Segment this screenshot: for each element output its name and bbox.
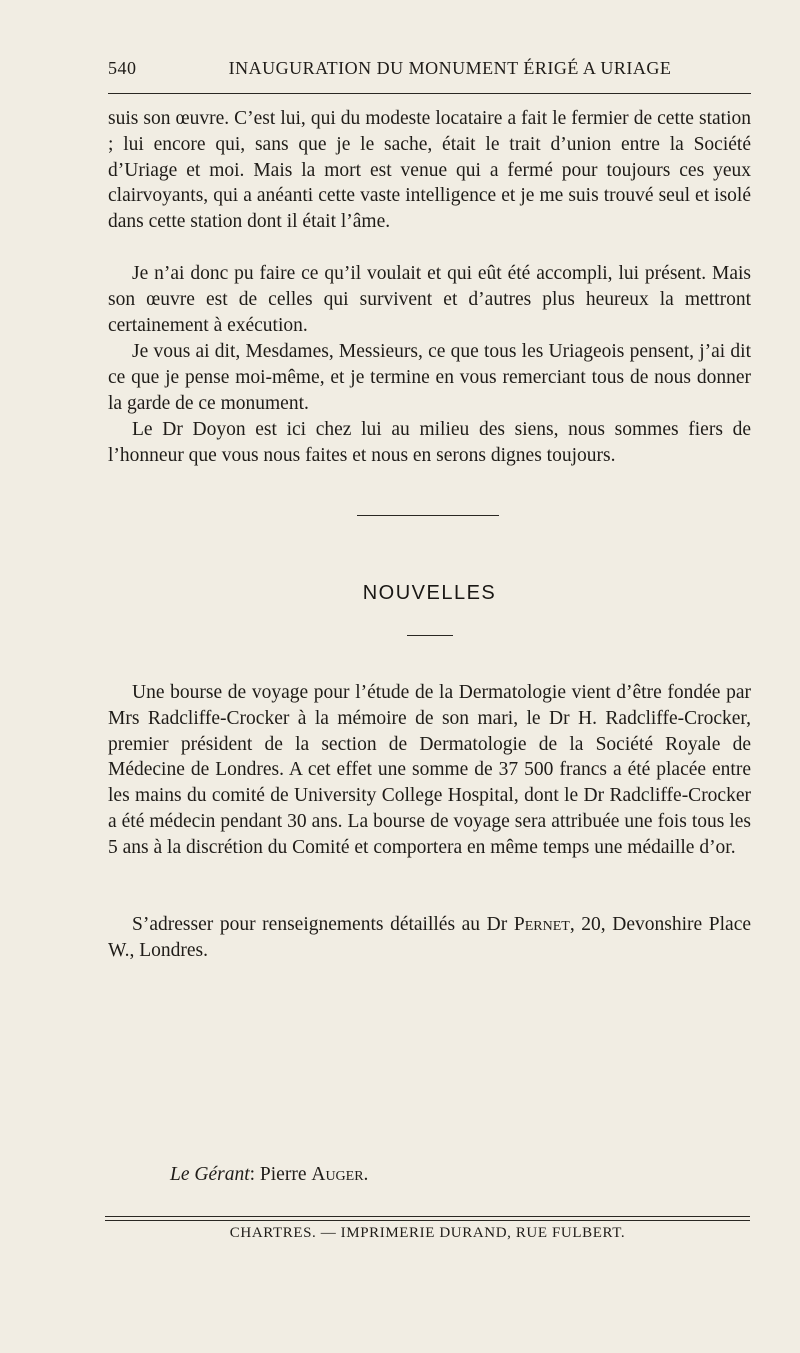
contact-text-before: S’adresser pour renseignements détaillés au Dr	[132, 914, 514, 935]
signature-separator: :	[249, 1164, 260, 1185]
paragraph-continuation: suis son œuvre. C’est lui, qui du modeste locataire a fait le fermier de cette station ; lui encore qui, sans que je le sache, était le trait d’union entre la Société d’Uriage et moi. Mais la mort est venue qui a fermé pour toujours ces yeux clairvoyants, qui a anéanti cette vaste intelligence et je me suis trouvé seul et isolé dans cette station dont il était l’âme.	[108, 108, 751, 233]
paragraph-doyon: Le Dr Doyon est ici chez lui au milieu des siens, nous sommes fiers de l’honneur que vous nous faites et nous en serons dignes toujours.	[108, 419, 751, 466]
title-underline-rule	[407, 635, 453, 636]
header-rule	[108, 93, 751, 94]
footer-rule-top	[105, 1216, 750, 1217]
section-separator-rule	[357, 515, 499, 516]
news-paragraph-contact	[108, 912, 751, 964]
paragraph-work: Je n’ai donc pu faire ce qu’il voulait et qui eût été accompli, lui présent. Mais son œuvre est de celles qui survivent et d’autres plus heureux la mettront certainement à exécution.	[108, 263, 751, 336]
footer-rule-bottom	[105, 1220, 750, 1221]
section-title: NOUVELLES	[362, 582, 497, 604]
contact-name: Pernet	[513, 914, 570, 935]
signature-last-name: Auger.	[311, 1164, 369, 1185]
running-title: INAUGURATION DU MONUMENT ÉRIGÉ A URIAGE	[228, 58, 672, 78]
signature-role: Le Gérant	[170, 1164, 250, 1185]
signature	[170, 1164, 368, 1186]
signature-first-name: Pierre	[259, 1164, 312, 1185]
printer-imprint: CHARTRES. — IMPRIMERIE DURAND, RUE FULBERT.	[229, 1225, 626, 1241]
contact-text-after: , 20, Devonshire Place W., Londres.	[108, 914, 752, 961]
news-paragraph-bursary: Une bourse de voyage pour l’étude de la Dermatologie vient d’être fondée par Mrs Radcliffe-Crocker à la mémoire de son mari, le Dr H. Radcliffe-Crocker, premier président de la section de Dermatologie de la Société Royale de Médecine de Londres. A cet effet une somme de 37 500 francs a été placée entre les mains du comité de University College Hospital, dont le Dr Radcliffe-Crocker a été médecin pendant 30 ans. La bourse de voyage sera attribuée une fois tous les 5 ans à la discrétion du Comité et comportera en même temps une médaille d’or.	[108, 682, 751, 858]
paragraph-thanks: Je vous ai dit, Mesdames, Messieurs, ce que tous les Uriageois pensent, j’ai dit ce que je pense moi-même, et je termine en vous remerciant tous de nous donner la garde de ce monument.	[108, 341, 751, 414]
page-number: 540	[108, 58, 137, 78]
